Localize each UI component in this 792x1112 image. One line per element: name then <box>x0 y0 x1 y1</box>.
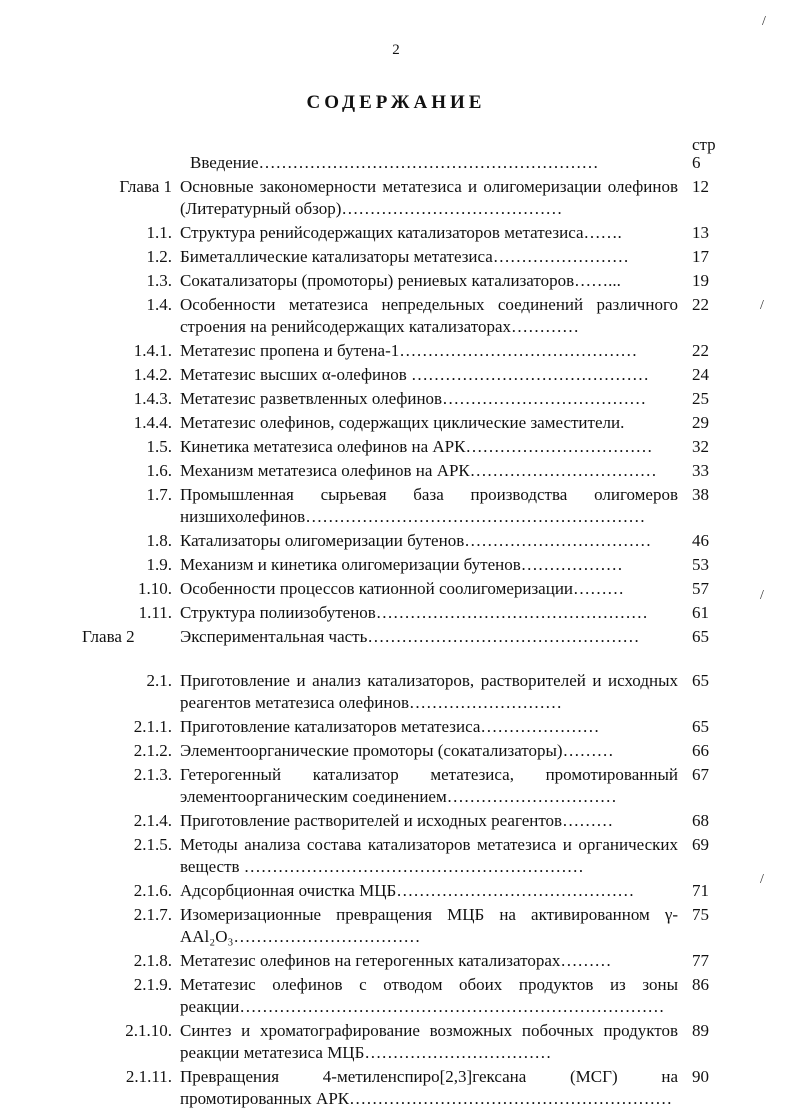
toc-entry-intro <box>0 152 792 174</box>
toc-entry <box>0 1020 792 1064</box>
toc-entry-page: 69 <box>692 835 709 854</box>
scan-mark: / <box>760 872 764 887</box>
toc-entry-text: Синтез и хроматографирование возможных побочных продуктов реакции метатезиса МЦБ…………………………… <box>180 1021 678 1062</box>
toc-entry-text: Элементоорганические промоторы (сокатализаторы)……… <box>180 741 614 760</box>
toc-entry <box>0 340 792 362</box>
toc-entry <box>0 436 792 458</box>
toc-entry-page: 22 <box>692 341 709 360</box>
toc-entry-text: Метатезис олефинов на гетерогенных катализаторах……… <box>180 951 612 970</box>
toc-entry-number: 2.1.5. <box>133 835 172 854</box>
toc-entry-page: 90 <box>692 1067 709 1086</box>
toc-entry-page: 66 <box>692 741 709 760</box>
toc-entry-page: 57 <box>692 579 709 598</box>
toc-entry-text: Особенности процессов катионной соолигомеризации……… <box>180 579 625 598</box>
toc-entry <box>0 950 792 972</box>
toc-entry-page: 75 <box>692 905 709 924</box>
scan-mark: / <box>762 14 766 29</box>
toc-entry <box>0 222 792 244</box>
toc-entry-number: 2.1.4. <box>133 811 172 830</box>
toc-entry <box>0 834 792 878</box>
toc-entry-number: 2.1.7. <box>133 905 172 924</box>
scan-mark: / <box>760 588 764 603</box>
toc-entry-number: 1.9. <box>146 555 172 574</box>
toc-entry <box>0 530 792 552</box>
toc-entry-page: 77 <box>692 951 709 970</box>
toc-entry <box>0 904 792 948</box>
toc-entry-page: 61 <box>692 603 709 622</box>
toc-entry <box>0 484 792 528</box>
toc-entry-text: Структура ренийсодержащих катализаторов метатезиса……. <box>180 223 622 242</box>
page-column-header: стр <box>692 135 716 154</box>
toc-entry-page: 67 <box>692 765 709 784</box>
toc-entry-page: 65 <box>692 717 709 736</box>
toc-entry-number: 2.1.8. <box>133 951 172 970</box>
toc-entry-page: 68 <box>692 811 709 830</box>
toc-entry-page: 22 <box>692 295 709 314</box>
toc-entry-number: Глава 2 <box>82 627 135 646</box>
toc-entry-page: 12 <box>692 177 709 196</box>
toc-entry-page: 25 <box>692 389 709 408</box>
toc-entry-number: 2.1.2. <box>133 741 172 760</box>
toc-entry <box>0 602 792 624</box>
toc-entry-number: 1.4.3. <box>133 389 172 408</box>
table-of-contents <box>0 152 792 1112</box>
toc-entry-text: Промышленная сырьевая база производства олигомеров низшихолефинов…………………………………………………… <box>180 485 678 526</box>
toc-entry <box>0 294 792 338</box>
toc-entry <box>0 246 792 268</box>
toc-entry-text: Введение…………………………………………………… <box>190 153 599 172</box>
toc-entry-page: 46 <box>692 531 709 550</box>
page-title: СОДЕРЖАНИЕ <box>306 92 486 113</box>
toc-entry-text: Приготовление растворителей и исходных реагентов……… <box>180 811 614 830</box>
toc-entry-text: Метатезис высших α-олефинов …………………………………… <box>180 365 649 384</box>
toc-entry-text: Метатезис пропена и бутена-1…………………………………… <box>180 341 638 360</box>
toc-entry-text: Основные закономерности метатезиса и олигомеризации олефинов (Литературный обзор)………………………………… <box>180 177 678 218</box>
toc-entry-number: 1.2. <box>146 247 172 266</box>
toc-entry-number: 1.4.2. <box>133 365 172 384</box>
toc-entry <box>0 270 792 292</box>
toc-entry-text: Метатезис разветвленных олефинов……………………………… <box>180 389 647 408</box>
toc-entry-page: 53 <box>692 555 709 574</box>
toc-entry-text: Гетерогенный катализатор метатезиса, промотированный элементоорганическим соединением………………………… <box>180 765 678 806</box>
toc-entry-text: Приготовление и анализ катализаторов, растворителей и исходных реагентов метатезиса олефинов……………………… <box>180 671 678 712</box>
toc-entry-text: Биметаллические катализаторы метатезиса…………………… <box>180 247 629 266</box>
toc-entry <box>0 880 792 902</box>
toc-entry-text: Метатезис олефинов с отводом обоих продуктов из зоны реакции………………………………………………………………… <box>180 975 678 1016</box>
toc-entry-text: Особенности метатезиса непредельных соединений различного строения на ренийсодержащих катализаторах………… <box>180 295 678 336</box>
toc-entry-text: Методы анализа состава катализаторов метатезиса и органических веществ …………………………………………………… <box>180 835 678 876</box>
toc-entry-number: 1.11. <box>138 603 172 622</box>
toc-entry-page: 29 <box>692 413 709 432</box>
toc-entry-page: 19 <box>692 271 709 290</box>
toc-entry-text: Механизм и кинетика олигомеризации бутенов……………… <box>180 555 623 574</box>
toc-entry-text: Катализаторы олигомеризации бутенов…………………………… <box>180 531 652 550</box>
toc-entry-chapter <box>0 176 792 220</box>
toc-entry-text: Кинетика метатезиса олефинов на АРК…………………………… <box>180 437 653 456</box>
toc-entry <box>0 412 792 434</box>
toc-entry-page: 89 <box>692 1021 709 1040</box>
toc-entry-number: 1.4. <box>146 295 172 314</box>
toc-entry-page: 33 <box>692 461 709 480</box>
toc-entry-number: 2.1.9. <box>133 975 172 994</box>
scan-mark: / <box>760 298 764 313</box>
toc-entry-page: 24 <box>692 365 709 384</box>
toc-entry-text: Сокатализаторы (промоторы) рениевых катализаторов……... <box>180 271 621 290</box>
toc-entry-number: 2.1.11. <box>125 1067 172 1086</box>
toc-entry-number: 2.1.3. <box>133 765 172 784</box>
toc-entry <box>0 388 792 410</box>
toc-entry-page: 65 <box>692 627 709 646</box>
toc-entry-text: Экспериментальная часть………………………………………… <box>180 627 640 646</box>
toc-entry <box>0 810 792 832</box>
toc-entry <box>0 764 792 808</box>
page-number: 2 <box>392 42 400 58</box>
toc-entry-number: 2.1.1. <box>133 717 172 736</box>
toc-entry-number: 2.1.6. <box>133 881 172 900</box>
toc-entry-number: 1.4.4. <box>133 413 172 432</box>
toc-entry <box>0 974 792 1018</box>
toc-entry <box>0 554 792 576</box>
toc-entry-page: 65 <box>692 671 709 690</box>
toc-entry-number: Глава 1 <box>119 177 172 196</box>
toc-entry <box>0 1066 792 1110</box>
toc-entry-number: 1.1. <box>146 223 172 242</box>
toc-entry-chapter <box>0 626 792 648</box>
toc-entry-number: 2.1. <box>146 671 172 690</box>
toc-entry <box>0 740 792 762</box>
toc-entry-page: 13 <box>692 223 709 242</box>
toc-entry-text: Структура полиизобутенов………………………………………… <box>180 603 648 622</box>
toc-entry <box>0 670 792 714</box>
toc-entry-page: 17 <box>692 247 709 266</box>
toc-entry-page: 38 <box>692 485 709 504</box>
toc-entry-text: Адсорбционная очистка МЦБ…………………………………… <box>180 881 635 900</box>
toc-entry <box>0 578 792 600</box>
toc-entry-text: Механизм метатезиса олефинов на АРК…………………………… <box>180 461 657 480</box>
toc-entry-text: Метатезис олефинов, содержащих циклические заместители. <box>180 413 625 432</box>
toc-entry-number: 1.6. <box>146 461 172 480</box>
toc-entry-number: 1.4.1. <box>133 341 172 360</box>
toc-entry-number: 1.10. <box>138 579 172 598</box>
toc-entry-number: 1.7. <box>146 485 172 504</box>
toc-entry <box>0 716 792 738</box>
toc-entry-page: 86 <box>692 975 709 994</box>
toc-entry-number: 1.5. <box>146 437 172 456</box>
toc-entry-page: 6 <box>692 153 701 172</box>
toc-entry-number: 1.8. <box>146 531 172 550</box>
toc-entry-text: Превращения 4-метиленспиро[2,3]гексана (МСГ) на промотированных АРК………………………………………………… <box>180 1067 678 1108</box>
toc-entry-text: Изомеризационные превращения МЦБ на активированном γ-AAl₂O₃…………………………… <box>180 905 678 946</box>
toc-entry <box>0 460 792 482</box>
toc-entry-number: 2.1.10. <box>125 1021 172 1040</box>
toc-entry-text: Приготовление катализаторов метатезиса………………… <box>180 717 600 736</box>
toc-entry-number: 1.3. <box>146 271 172 290</box>
toc-entry <box>0 364 792 386</box>
toc-entry-page: 71 <box>692 881 709 900</box>
toc-entry-page: 32 <box>692 437 709 456</box>
